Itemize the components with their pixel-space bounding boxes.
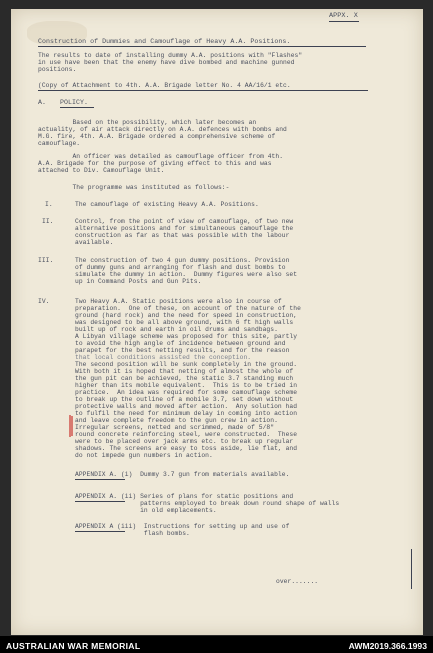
appendix-1-line-1: APPENDIX A. (i) Dummy 3.7 gun from materials available.: [75, 471, 290, 478]
item-4-line-19: Irregular screens, netted and scrimmed, made of 5/8": [75, 424, 275, 431]
footer-accession-number: AWM2019.366.1993: [348, 641, 427, 651]
copy-note-underline: [38, 90, 368, 91]
item-3-line-1: The construction of two 4 gun dummy positions. Provision: [75, 257, 290, 264]
para-1-line-3: M.G. fire, 4th. A.A. Brigade ordered a comprehensive scheme of: [38, 133, 276, 140]
intro-line-1: The results to date of installing dummy A.A. positions with "Flashes": [38, 52, 303, 59]
appendix-3-line-1: APPENDIX A (iii) Instructions for setting up and use of: [75, 523, 290, 530]
item-2-line-4: available.: [75, 239, 114, 246]
item-2-line-3: construction as far as that was possible with the labour: [75, 232, 290, 239]
item-4-line-1: Two Heavy A.A. Static positions were also in course of: [75, 298, 282, 305]
item-3-line-2: of dummy guns and arranging for flash and dust bombs to: [75, 264, 286, 271]
item-4-line-3: ground (hard rock) and the need for speed in construction,: [75, 312, 298, 319]
item-4-line-20: round concrete reinforcing steel, were constructed. These: [75, 431, 298, 438]
intro-line-2: in use have been that the enemy have dive bombed and machine gunned: [38, 59, 295, 66]
appendix-2-line-2: patterns employed to break down round shape of walls: [75, 500, 340, 507]
item-3-line-3: simulate the dummy in action. Dummy figures were also set: [75, 271, 298, 278]
copy-note: (Copy of Attachment to 4th. A.A. Brigade letter No. 4 AA/16/1 etc.: [38, 82, 291, 89]
section-heading: POLICY.: [60, 99, 89, 106]
reference-mark: APPX. X: [329, 12, 358, 20]
over-continuation: over.......: [276, 578, 319, 585]
margin-pencil-line: [411, 549, 412, 589]
item-1-line-1: The camouflage of existing Heavy A.A. Positions.: [75, 201, 259, 208]
item-4-line-11: With both it is hoped that netting of almost the whole of: [75, 368, 294, 375]
para-1-line-4: camouflage.: [38, 140, 81, 147]
reference-underline: [329, 21, 359, 22]
footer-institution: AUSTRALIAN WAR MEMORIAL: [6, 641, 141, 651]
item-3-number: III.: [38, 257, 54, 264]
item-1-number: I.: [45, 201, 53, 208]
item-4-line-15: to break up the outline of a mobile 3.7, set down without: [75, 396, 294, 403]
para-3-line-1: The programme was instituted as follows:-: [38, 184, 230, 191]
item-4-line-4: was designed to be all above ground, with 6 ft high walls: [75, 319, 294, 326]
item-4-line-14: practice. An idea was required for some camouflage scheme: [75, 389, 298, 396]
item-4-line-17: to fulfil the need for minimum delay in coming into action: [75, 410, 298, 417]
intro-line-3: positions.: [38, 66, 77, 73]
item-4-line-2: preparation. One of these, on account of the nature of the: [75, 305, 301, 312]
para-1-line-1: Based on the possibility, which later becomes an: [38, 119, 257, 126]
para-2-line-1: An officer was detailed as camouflage officer from 4th.: [38, 153, 284, 160]
item-4-line-21: were to be placed over jack arms etc. to break up regular: [75, 438, 294, 445]
document-page: [11, 9, 423, 635]
item-2-number: II.: [42, 218, 54, 225]
item-4-line-16: protective walls and moved after action. Any solution had: [75, 403, 298, 410]
item-4-line-18: and leave complete freedom to the gun crew in action.: [75, 417, 278, 424]
item-2-line-2: alternative positions and for simultaneous camouflage the: [75, 225, 294, 232]
document-title: Construction of Dummies and Camouflage of Heavy A.A. Positions.: [38, 38, 291, 45]
appendix-1-underline: [75, 479, 125, 480]
appendix-2-line-3: in old emplacements.: [75, 507, 217, 514]
item-4-line-10: The second position will be sunk completely in the ground.: [75, 361, 298, 368]
item-4-line-22: shadows. The screens are easy to toss aside, lie flat, and: [75, 445, 298, 452]
title-underline: [38, 46, 366, 47]
item-4-line-12: the gun pit can be achieved, the static 3.7 standing much: [75, 375, 294, 382]
red-margin-mark: [69, 415, 73, 437]
item-4-line-23: do not impede gun numbers in action.: [75, 452, 213, 459]
section-heading-underline: [60, 107, 94, 108]
para-2-line-3: attached to Div. Camouflage Unit.: [38, 167, 165, 174]
item-4-line-5: built up of rock and earth in oil drums and sandbags.: [75, 326, 278, 333]
item-4-line-7: to avoid the high angle of incidence between ground and: [75, 340, 286, 347]
section-number: A.: [38, 99, 47, 106]
item-2-line-1: Control, from the point of view of camouflage, of two new: [75, 218, 294, 225]
appendix-3-line-2: flash bombs.: [75, 530, 190, 537]
item-4-line-9: that local conditions assisted the conception.: [75, 354, 252, 361]
appendix-2-line-1: APPENDIX A. (ii) Series of plans for static positions and: [75, 493, 294, 500]
para-1-line-2: actuality, of air attack directly on A.A. defences with bombs and: [38, 126, 287, 133]
para-2-line-2: A.A. Brigade for the purpose of giving effect to this and was: [38, 160, 272, 167]
item-4-line-6: A Libyan village scheme was proposed for this site, partly: [75, 333, 298, 340]
item-4-line-13: higher than its mobile equivalent. This is to be tried in: [75, 382, 298, 389]
item-4-number: IV.: [38, 298, 50, 305]
item-4-line-8: parapet for the best netting results, and for the reason: [75, 347, 290, 354]
item-3-line-4: up in Command Posts and Gun Pits.: [75, 278, 202, 285]
